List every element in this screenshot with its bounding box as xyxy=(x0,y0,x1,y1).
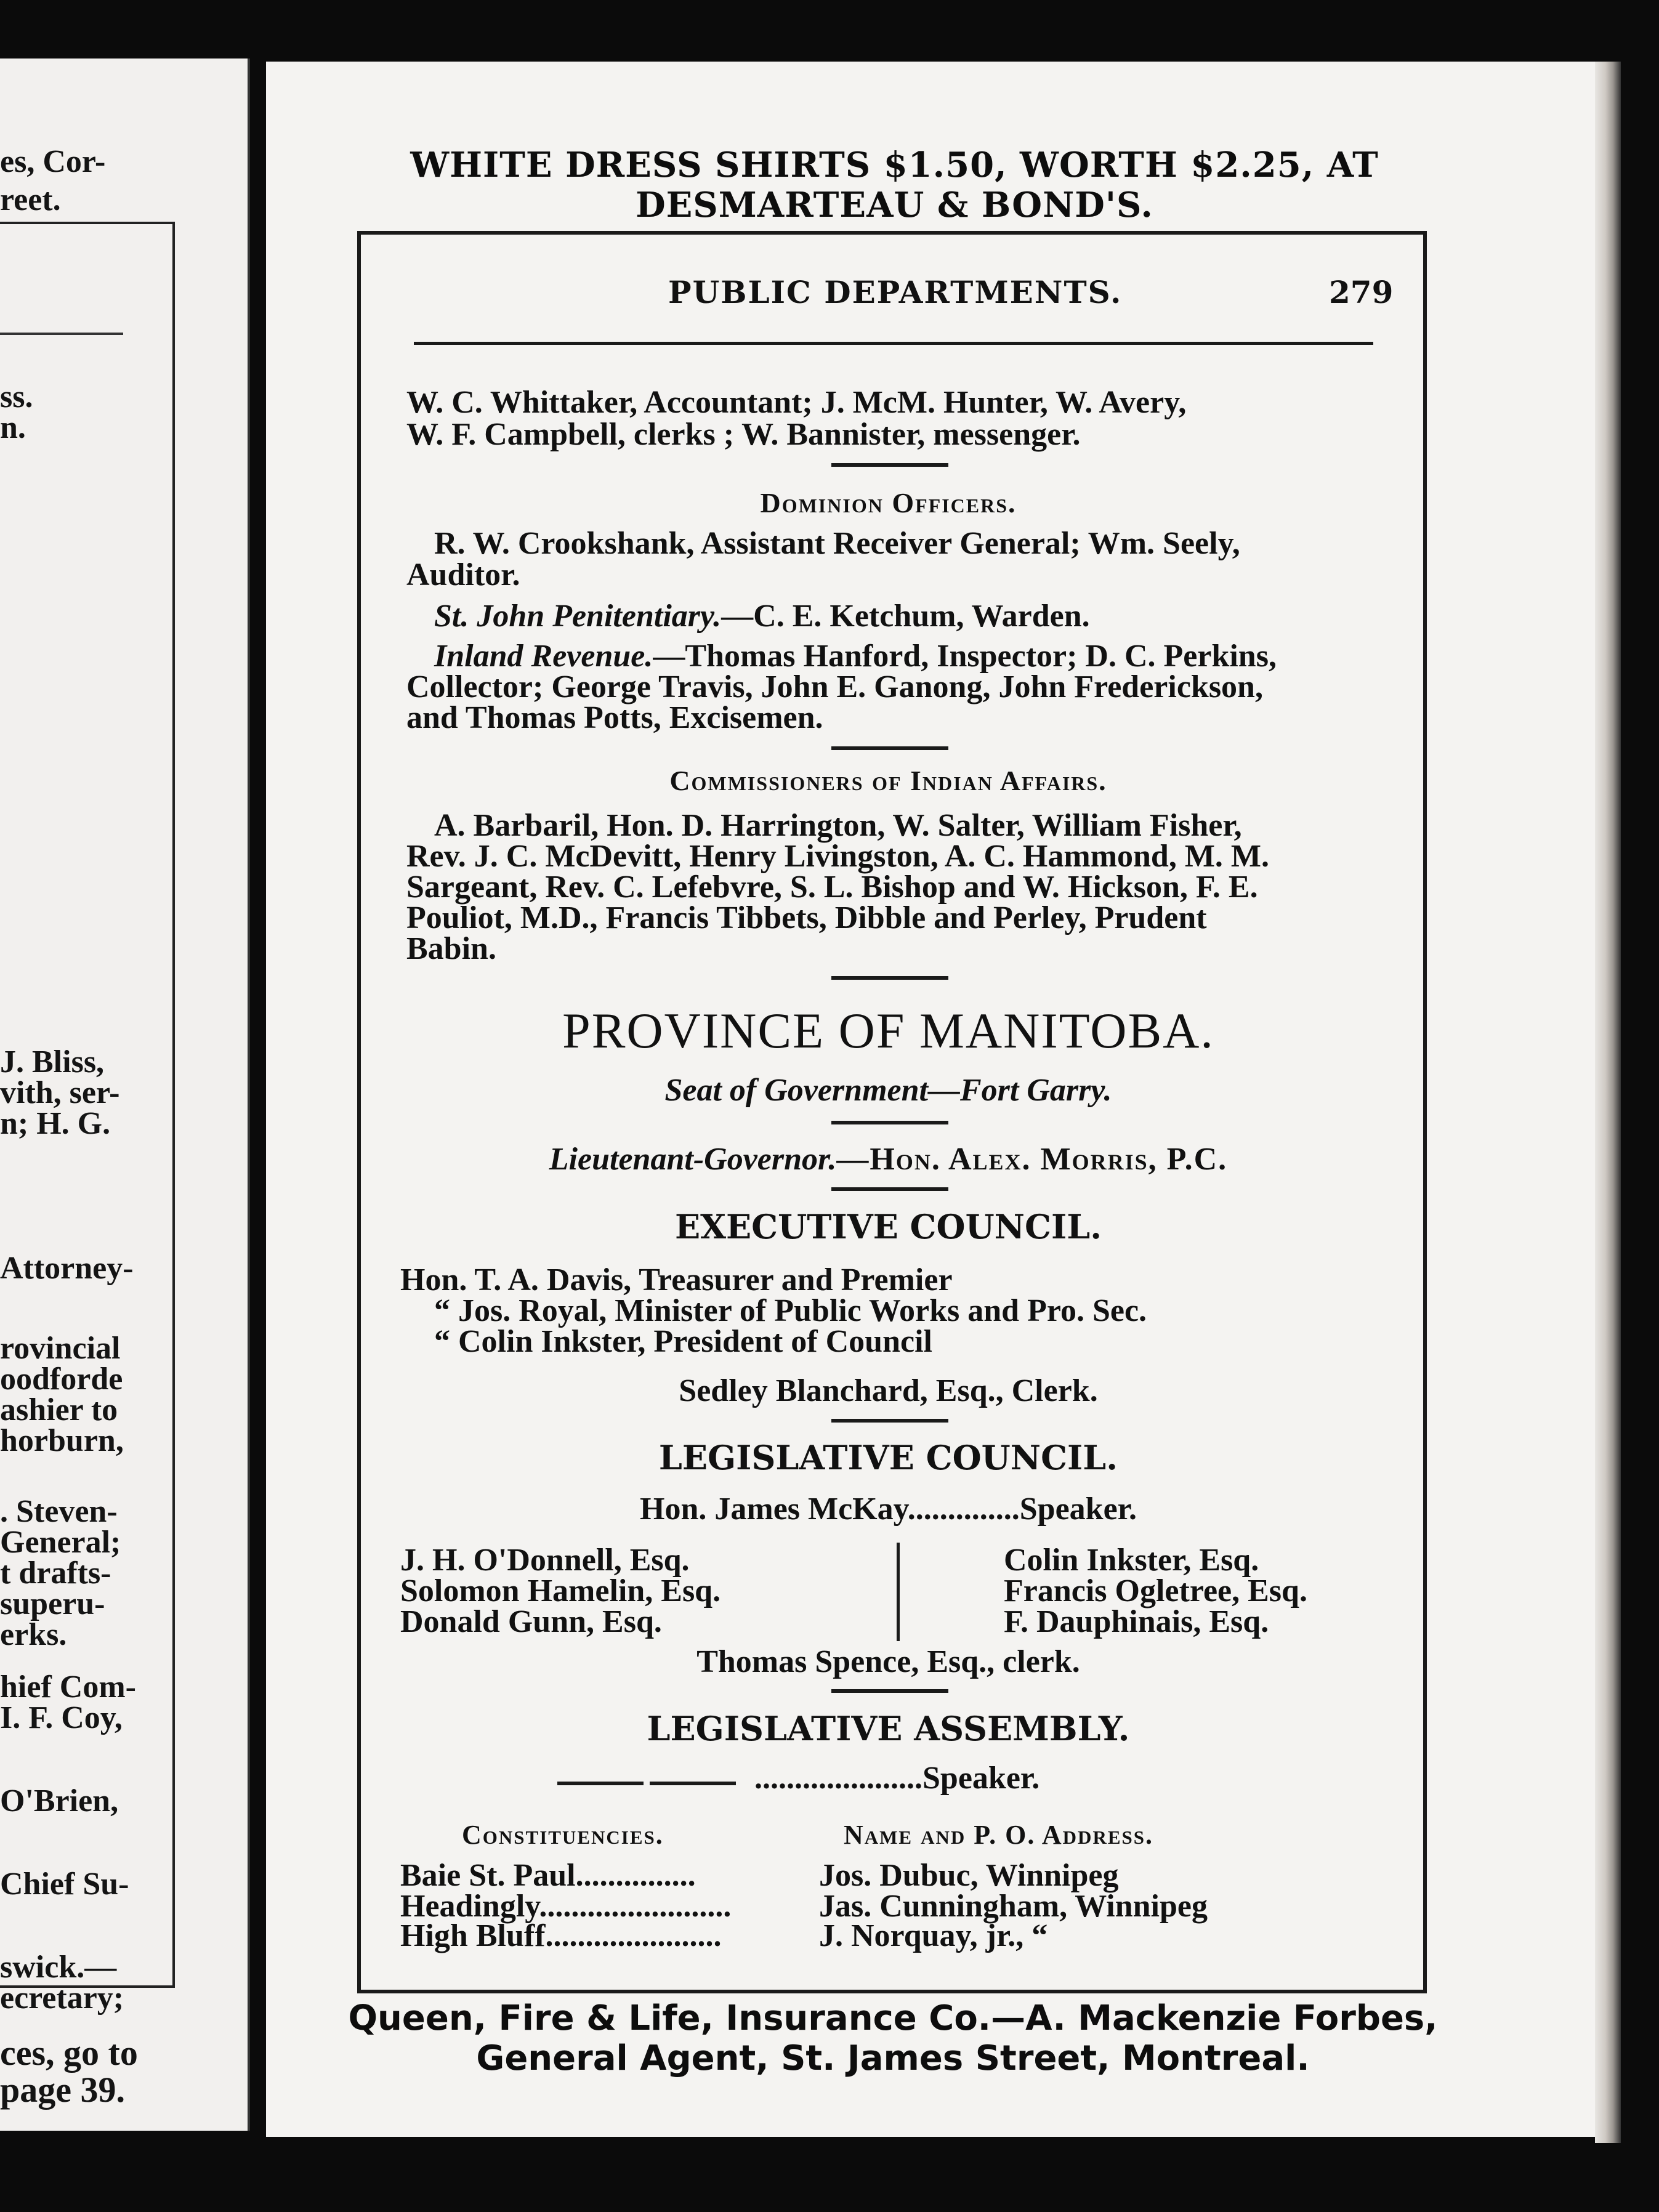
body-text: W. C. Whittaker, Accountant; J. McM. Hunter, W. Avery, xyxy=(406,385,1187,420)
left-line: n; H. G. xyxy=(0,1106,111,1141)
body-text: Babin. xyxy=(406,931,496,966)
left-line: ecretary; xyxy=(0,1980,124,2016)
section-heading: EXECUTIVE COUNCIL. xyxy=(674,1207,1102,1246)
column-heading: Name and P. O. Address. xyxy=(844,1820,1153,1850)
left-line: n. xyxy=(0,410,26,445)
constituency: Baie St. Paul............... xyxy=(400,1858,696,1893)
blank-rule xyxy=(557,1782,644,1785)
section-heading: Dominion Officers. xyxy=(760,487,1017,519)
body-text: A. Barbaril, Hon. D. Harrington, W. Salter, William Fisher, xyxy=(434,808,1242,843)
left-line: J. Bliss, xyxy=(0,1044,105,1080)
body-text: R. W. Crookshank, Assistant Receiver General; Wm. Seely, xyxy=(434,526,1240,561)
footer-ad-line-1: Queen, Fire & Life, Insurance Co.—A. Mackenzie Forbes, xyxy=(348,1998,1438,2038)
council-member: Donald Gunn, Esq. xyxy=(400,1604,662,1639)
running-head-title: PUBLIC DEPARTMENTS. xyxy=(668,274,1123,310)
body-text: Pouliot, M.D., Francis Tibbets, Dibble and Perley, Prudent xyxy=(406,900,1207,935)
section-rule xyxy=(831,463,948,467)
left-line: es, Cor- xyxy=(0,144,106,179)
body-text: —Thomas Hanford, Inspector; D. C. Perkins, xyxy=(653,639,1277,674)
council-speaker: Hon. James McKay..............Speaker. xyxy=(640,1491,1137,1527)
left-line: ashier to xyxy=(0,1392,118,1427)
footer-ad-line-2: General Agent, St. James Street, Montreal. xyxy=(476,2038,1310,2078)
body-label: Inland Revenue. xyxy=(434,639,653,674)
left-line: swick.— xyxy=(0,1950,117,1985)
council-member: Solomon Hamelin, Esq. xyxy=(400,1573,721,1609)
left-line: hief Com- xyxy=(0,1669,136,1705)
left-line: superu- xyxy=(0,1586,105,1621)
section-heading: Commissioners of Indian Affairs. xyxy=(669,765,1107,796)
section-rule xyxy=(831,1419,948,1423)
left-line: . Steven- xyxy=(0,1494,118,1529)
page-number: 279 xyxy=(1329,274,1394,310)
body-text: Rev. J. C. McDevitt, Henry Livingston, A. C. Hammond, M. M. xyxy=(406,839,1270,874)
province-title: PROVINCE OF MANITOBA. xyxy=(562,1003,1214,1059)
member-name: J. Norquay, jr., “ xyxy=(819,1918,1048,1953)
seat-of-government: Seat of Government—Fort Garry. xyxy=(664,1073,1112,1108)
section-rule xyxy=(831,976,948,980)
constituency: High Bluff...................... xyxy=(400,1918,722,1953)
header-ad-line-1: WHITE DRESS SHIRTS $1.50, WORTH $2.25, AT xyxy=(410,145,1379,185)
left-page xyxy=(0,59,250,2131)
member-name: Jos. Dubuc, Winnipeg xyxy=(819,1858,1119,1893)
council-member: Francis Ogletree, Esq. xyxy=(1004,1573,1307,1609)
body-text: W. F. Campbell, clerks ; W. Bannister, messenger. xyxy=(406,417,1081,452)
left-line: oodforde xyxy=(0,1362,123,1397)
council-member: J. H. O'Donnell, Esq. xyxy=(400,1543,690,1578)
left-line: O'Brien, xyxy=(0,1783,119,1818)
lt-gov-label: Lieutenant-Governor. xyxy=(549,1142,837,1177)
body-text: Sargeant, Rev. C. Lefebvre, S. L. Bishop and W. Hickson, F. E. xyxy=(406,870,1258,905)
column-heading: Constituencies. xyxy=(462,1820,664,1850)
body-label: St. John Penitentiary. xyxy=(434,599,722,634)
body-text: “ Colin Inkster, President of Council xyxy=(434,1324,932,1359)
body-text: Collector; George Travis, John E. Ganong, John Frederickson, xyxy=(406,669,1263,704)
member-name: Jas. Cunningham, Winnipeg xyxy=(819,1889,1208,1924)
council-member: Colin Inkster, Esq. xyxy=(1004,1543,1259,1578)
left-line: reet. xyxy=(0,182,61,217)
left-page-rule xyxy=(0,333,123,335)
body-text: Hon. T. A. Davis, Treasurer and Premier xyxy=(400,1262,953,1298)
running-head-rule xyxy=(414,342,1373,345)
column-divider xyxy=(897,1543,900,1641)
page-edge xyxy=(1595,62,1621,2143)
council-clerk: Thomas Spence, Esq., clerk. xyxy=(696,1644,1080,1679)
left-line: I. F. Coy, xyxy=(0,1700,123,1735)
section-heading: LEGISLATIVE COUNCIL. xyxy=(658,1438,1118,1477)
section-rule xyxy=(831,1187,948,1191)
left-line: vith, ser- xyxy=(0,1075,120,1110)
left-line: page 39. xyxy=(0,2070,125,2110)
left-line: ces, go to xyxy=(0,2033,138,2073)
left-line: Chief Su- xyxy=(0,1867,129,1902)
lt-gov-text: —Hon. Alex. Morris, P.C. xyxy=(836,1142,1228,1177)
header-ad-line-2: DESMARTEAU & BOND'S. xyxy=(636,185,1153,225)
constituency: Headingly........................ xyxy=(400,1889,732,1924)
blank-rule xyxy=(650,1782,736,1785)
body-text: “ Jos. Royal, Minister of Public Works and Pro. Sec. xyxy=(434,1293,1147,1328)
left-line: erks. xyxy=(0,1617,67,1652)
section-rule xyxy=(831,1121,948,1124)
council-member: F. Dauphinais, Esq. xyxy=(1004,1604,1269,1639)
body-text: Auditor. xyxy=(406,557,520,592)
exec-clerk: Sedley Blanchard, Esq., Clerk. xyxy=(679,1373,1098,1408)
section-rule xyxy=(831,746,948,750)
left-line: Attorney- xyxy=(0,1251,134,1286)
section-rule xyxy=(831,1689,948,1693)
body-text: —C. E. Ketchum, Warden. xyxy=(721,599,1090,634)
section-heading: LEGISLATIVE ASSEMBLY. xyxy=(647,1709,1130,1748)
left-line: rovincial xyxy=(0,1331,121,1366)
assembly-speaker: .....................Speaker. xyxy=(754,1761,1040,1796)
left-line: ss. xyxy=(0,379,33,414)
left-line: horburn, xyxy=(0,1423,124,1458)
left-line: General; xyxy=(0,1525,121,1560)
body-text: and Thomas Potts, Excisemen. xyxy=(406,700,823,735)
left-line: t drafts- xyxy=(0,1556,111,1591)
